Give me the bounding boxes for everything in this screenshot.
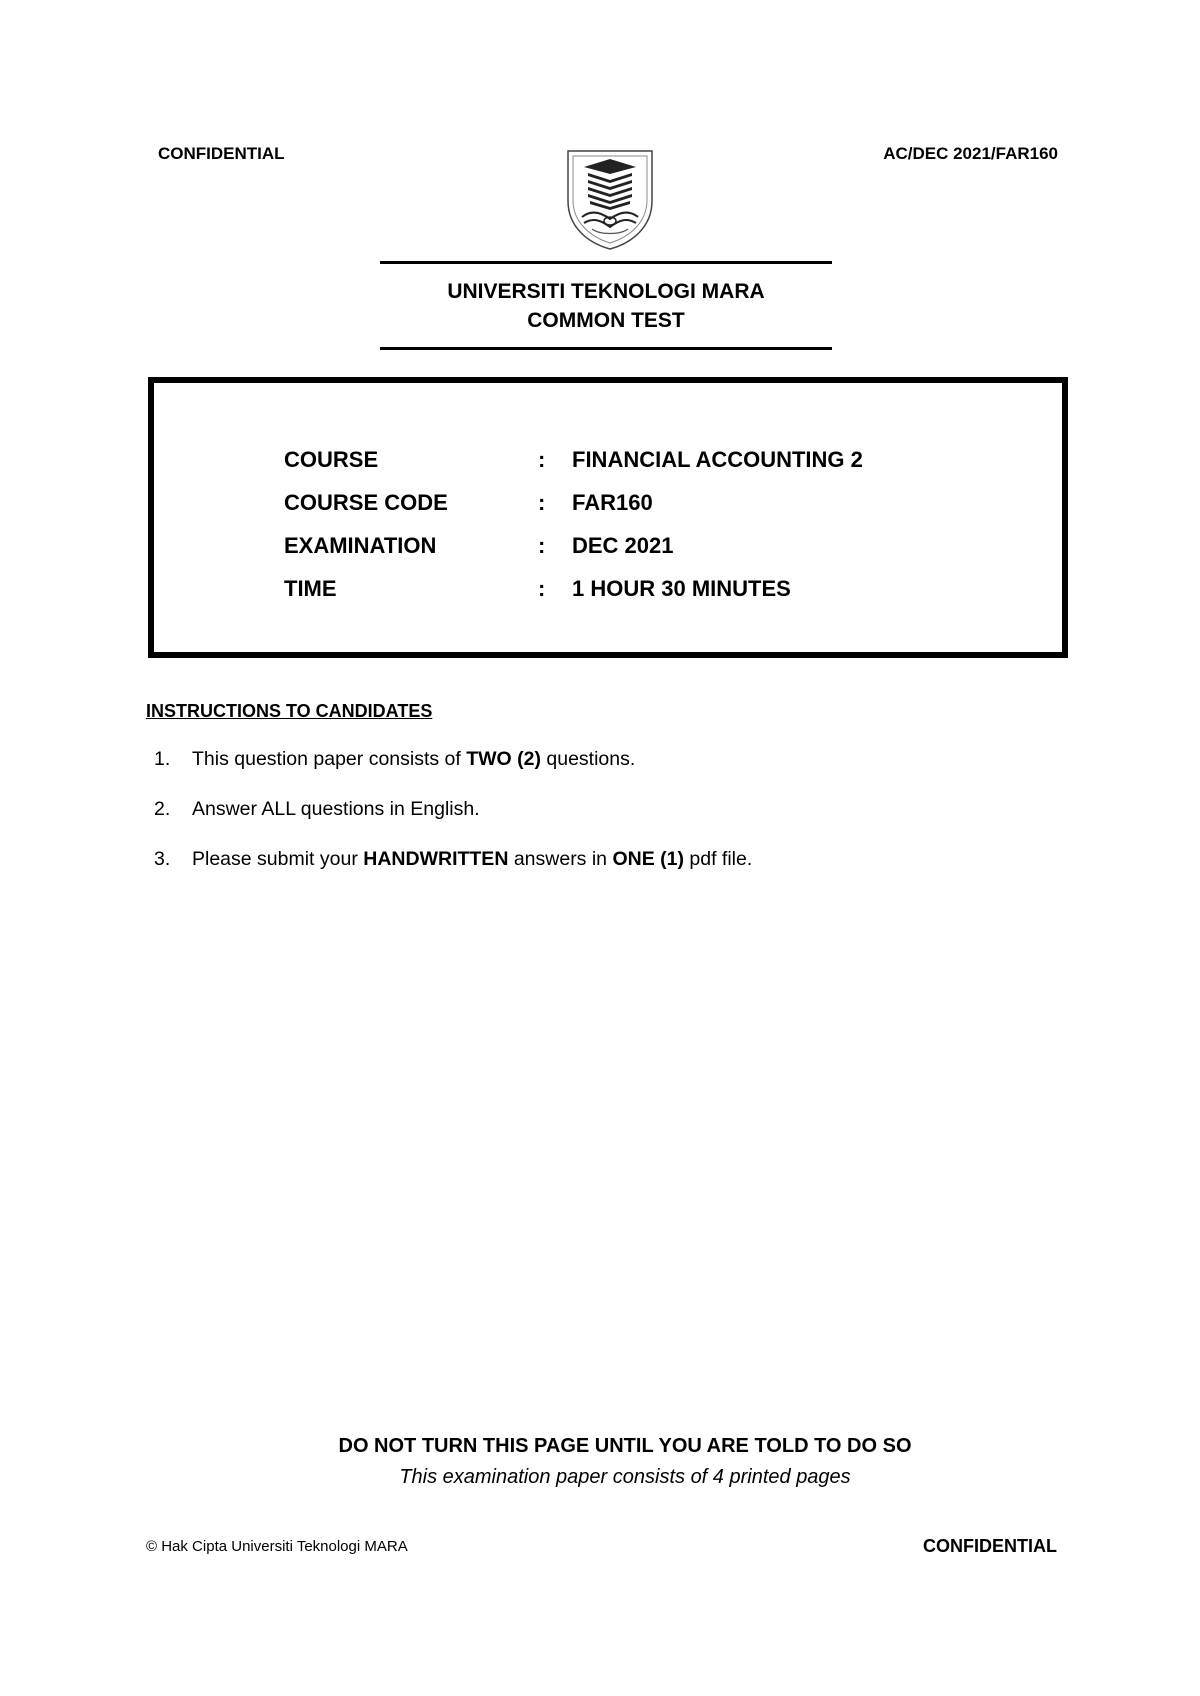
instruction-number: 3. xyxy=(154,848,171,870)
instruction-text-part: questions. xyxy=(540,748,636,770)
title-bottom-rule xyxy=(380,347,832,350)
instruction-text xyxy=(192,846,752,872)
instruction-text xyxy=(192,746,635,772)
instructions-heading: INSTRUCTIONS TO CANDIDATES xyxy=(146,701,433,721)
info-label: COURSE CODE xyxy=(284,490,448,515)
course-info-box xyxy=(148,377,1068,658)
page-count-note: This examination paper consists of 4 printed pages xyxy=(399,1466,851,1488)
info-value: 1 HOUR 30 MINUTES xyxy=(572,576,791,601)
instruction-text-part: pdf file. xyxy=(683,848,753,870)
info-separator: : xyxy=(538,490,546,515)
info-label: COURSE xyxy=(284,447,379,472)
footer-confidential-label: CONFIDENTIAL xyxy=(923,1536,1057,1556)
instruction-emphasis: TWO (2) xyxy=(466,748,541,770)
info-value: FAR160 xyxy=(572,490,653,515)
info-separator: : xyxy=(538,447,546,472)
title-top-rule xyxy=(380,261,832,264)
info-row-examination xyxy=(154,531,1062,561)
instruction-item-2 xyxy=(154,796,1054,822)
instruction-number: 2. xyxy=(154,798,171,820)
header-exam-code: AC/DEC 2021/FAR160 xyxy=(883,144,1058,163)
instruction-item-3 xyxy=(154,846,1054,872)
header-confidential-label: CONFIDENTIAL xyxy=(158,144,285,163)
instruction-text-part: Please submit your xyxy=(192,848,364,870)
instruction-number: 1. xyxy=(154,748,171,770)
info-separator: : xyxy=(538,576,546,601)
info-row-course xyxy=(154,445,1062,475)
info-value: DEC 2021 xyxy=(572,533,674,558)
instruction-emphasis: HANDWRITTEN xyxy=(363,848,509,870)
university-crest-icon xyxy=(562,143,658,253)
instruction-text xyxy=(192,796,480,822)
info-row-time xyxy=(154,574,1062,604)
info-label: EXAMINATION xyxy=(284,533,437,558)
info-row-course-code xyxy=(154,488,1062,518)
instruction-item-1 xyxy=(154,746,1054,772)
instruction-text-part: answers in xyxy=(508,848,613,870)
instruction-emphasis: ONE (1) xyxy=(612,848,684,870)
do-not-turn-warning: DO NOT TURN THIS PAGE UNTIL YOU ARE TOLD TO DO SO xyxy=(338,1435,912,1457)
instruction-text-part: This question paper consists of xyxy=(192,748,467,770)
info-label: TIME xyxy=(284,576,337,601)
info-separator: : xyxy=(538,533,546,558)
instruction-text-part: Answer ALL questions in English. xyxy=(192,798,480,820)
university-name: UNIVERSITI TEKNOLOGI MARA xyxy=(447,280,765,303)
copyright-notice: © Hak Cipta Universiti Teknologi MARA xyxy=(146,1538,408,1555)
info-value: FINANCIAL ACCOUNTING 2 xyxy=(572,447,863,472)
test-type: COMMON TEST xyxy=(527,309,685,332)
